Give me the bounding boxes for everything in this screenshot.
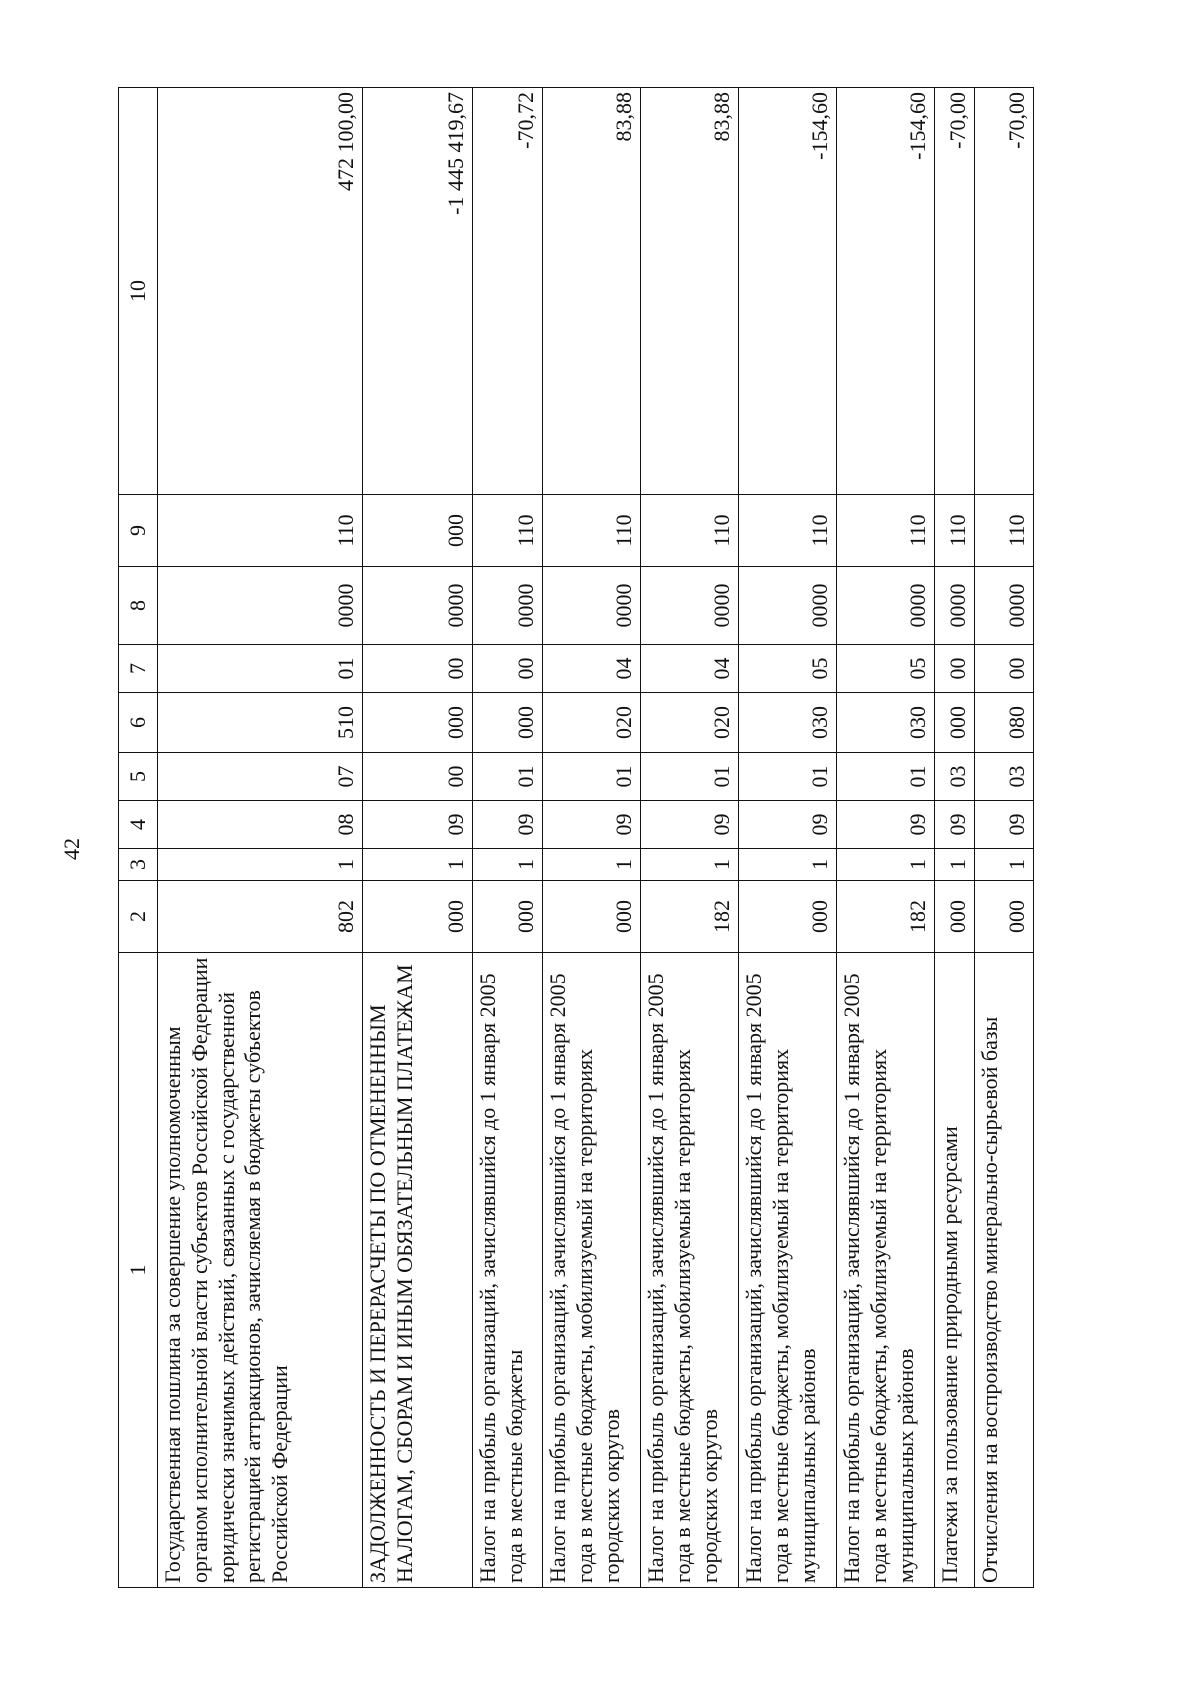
header-cell: 1 bbox=[119, 953, 158, 1588]
economic-code: 110 bbox=[543, 495, 641, 567]
budget-classification-table bbox=[118, 87, 1034, 1588]
amount: -154,60 bbox=[739, 88, 837, 495]
group-code: 1 bbox=[363, 849, 473, 881]
header-cell: 3 bbox=[119, 849, 158, 881]
subarticle-code: 080 bbox=[975, 693, 1034, 753]
income-name: Налог на прибыль организаций, зачислявшийся до 1 января 2005 года в местные бюджеты, мобилизуемый на территориях муниципальных районов bbox=[837, 953, 935, 1588]
article-code: 07 bbox=[158, 753, 363, 801]
program-code: 0000 bbox=[935, 567, 975, 645]
group-code: 1 bbox=[641, 849, 739, 881]
element-code: 01 bbox=[158, 645, 363, 693]
article-code: 03 bbox=[935, 753, 975, 801]
group-code: 1 bbox=[837, 849, 935, 881]
article-code: 01 bbox=[641, 753, 739, 801]
program-code: 0000 bbox=[363, 567, 473, 645]
amount: 83,88 bbox=[543, 88, 641, 495]
subarticle-code: 000 bbox=[363, 693, 473, 753]
program-code: 0000 bbox=[543, 567, 641, 645]
amount: 83,88 bbox=[641, 88, 739, 495]
amount: -70,00 bbox=[935, 88, 975, 495]
income-name: Налог на прибыль организаций, зачислявшийся до 1 января 2005 года в местные бюджеты, мобилизуемый на территориях муниципальных районов bbox=[739, 953, 837, 1588]
program-code: 0000 bbox=[975, 567, 1034, 645]
program-code: 0000 bbox=[641, 567, 739, 645]
table-row bbox=[473, 88, 543, 1588]
table-row bbox=[975, 88, 1034, 1588]
subarticle-code: 030 bbox=[739, 693, 837, 753]
header-cell: 10 bbox=[119, 88, 158, 495]
group-code: 1 bbox=[935, 849, 975, 881]
element-code: 04 bbox=[543, 645, 641, 693]
subgroup-code: 09 bbox=[363, 801, 473, 849]
subgroup-code: 09 bbox=[543, 801, 641, 849]
economic-code: 110 bbox=[975, 495, 1034, 567]
header-cell: 5 bbox=[119, 753, 158, 801]
table-row bbox=[363, 88, 473, 1588]
admin-code: 000 bbox=[739, 881, 837, 953]
group-code: 1 bbox=[739, 849, 837, 881]
program-code: 0000 bbox=[739, 567, 837, 645]
program-code: 0000 bbox=[158, 567, 363, 645]
article-code: 00 bbox=[363, 753, 473, 801]
subarticle-code: 030 bbox=[837, 693, 935, 753]
income-name: ЗАДОЛЖЕННОСТЬ И ПЕРЕРАСЧЕТЫ ПО ОТМЕНЕННЫМ НАЛОГАМ, СБОРАМ И ИНЫМ ОБЯЗАТЕЛЬНЫМ ПЛАТЕЖАМ bbox=[363, 953, 473, 1588]
admin-code: 182 bbox=[837, 881, 935, 953]
group-code: 1 bbox=[158, 849, 363, 881]
admin-code: 000 bbox=[363, 881, 473, 953]
element-code: 00 bbox=[473, 645, 543, 693]
element-code: 05 bbox=[837, 645, 935, 693]
amount: 472 100,00 bbox=[158, 88, 363, 495]
article-code: 01 bbox=[543, 753, 641, 801]
element-code: 05 bbox=[739, 645, 837, 693]
admin-code: 182 bbox=[641, 881, 739, 953]
table-row bbox=[641, 88, 739, 1588]
header-cell: 7 bbox=[119, 645, 158, 693]
admin-code: 000 bbox=[543, 881, 641, 953]
subgroup-code: 08 bbox=[158, 801, 363, 849]
subarticle-code: 000 bbox=[935, 693, 975, 753]
economic-code: 110 bbox=[837, 495, 935, 567]
header-cell: 9 bbox=[119, 495, 158, 567]
subgroup-code: 09 bbox=[641, 801, 739, 849]
subarticle-code: 020 bbox=[543, 693, 641, 753]
article-code: 01 bbox=[837, 753, 935, 801]
economic-code: 110 bbox=[158, 495, 363, 567]
element-code: 00 bbox=[935, 645, 975, 693]
subarticle-code: 000 bbox=[473, 693, 543, 753]
admin-code: 802 bbox=[158, 881, 363, 953]
subgroup-code: 09 bbox=[935, 801, 975, 849]
subarticle-code: 020 bbox=[641, 693, 739, 753]
page-number: 42 bbox=[59, 838, 84, 860]
subgroup-code: 09 bbox=[837, 801, 935, 849]
header-cell: 4 bbox=[119, 801, 158, 849]
header-row bbox=[119, 88, 158, 1588]
table-row bbox=[837, 88, 935, 1588]
economic-code: 110 bbox=[935, 495, 975, 567]
header-cell: 2 bbox=[119, 881, 158, 953]
subarticle-code: 510 bbox=[158, 693, 363, 753]
element-code: 00 bbox=[975, 645, 1034, 693]
admin-code: 000 bbox=[473, 881, 543, 953]
admin-code: 000 bbox=[975, 881, 1034, 953]
economic-code: 000 bbox=[363, 495, 473, 567]
amount: -1 445 419,67 bbox=[363, 88, 473, 495]
article-code: 01 bbox=[739, 753, 837, 801]
economic-code: 110 bbox=[641, 495, 739, 567]
group-code: 1 bbox=[975, 849, 1034, 881]
table-row bbox=[935, 88, 975, 1588]
economic-code: 110 bbox=[473, 495, 543, 567]
table-row bbox=[543, 88, 641, 1588]
subgroup-code: 09 bbox=[473, 801, 543, 849]
amount: -70,00 bbox=[975, 88, 1034, 495]
income-name: Платежи за пользование природными ресурсами bbox=[935, 953, 975, 1588]
program-code: 0000 bbox=[473, 567, 543, 645]
article-code: 03 bbox=[975, 753, 1034, 801]
subgroup-code: 09 bbox=[975, 801, 1034, 849]
element-code: 04 bbox=[641, 645, 739, 693]
income-name: Налог на прибыль организаций, зачислявшийся до 1 января 2005 года в местные бюджеты bbox=[473, 953, 543, 1588]
article-code: 01 bbox=[473, 753, 543, 801]
budget-table-rotated bbox=[118, 88, 1028, 1588]
amount: -154,60 bbox=[837, 88, 935, 495]
group-code: 1 bbox=[543, 849, 641, 881]
income-name: Государственная пошлина за совершение уполномоченным органом исполнительной власти субъектов Российской Федерации юридически значимых действий, связанных с государственной регистрацией аттракционов, зачисляемая в бюджеты субъектов Российской Федерации bbox=[158, 953, 363, 1588]
economic-code: 110 bbox=[739, 495, 837, 567]
table-row bbox=[158, 88, 363, 1588]
admin-code: 000 bbox=[935, 881, 975, 953]
program-code: 0000 bbox=[837, 567, 935, 645]
income-name: Отчисления на воспроизводство минерально-сырьевой базы bbox=[975, 953, 1034, 1588]
income-name: Налог на прибыль организаций, зачислявшийся до 1 января 2005 года в местные бюджеты, мобилизуемый на территориях городских округов bbox=[641, 953, 739, 1588]
element-code: 00 bbox=[363, 645, 473, 693]
group-code: 1 bbox=[473, 849, 543, 881]
header-cell: 8 bbox=[119, 567, 158, 645]
header-cell: 6 bbox=[119, 693, 158, 753]
income-name: Налог на прибыль организаций, зачислявшийся до 1 января 2005 года в местные бюджеты, мобилизуемый на территориях городских округов bbox=[543, 953, 641, 1588]
subgroup-code: 09 bbox=[739, 801, 837, 849]
amount: -70,72 bbox=[473, 88, 543, 495]
table-row bbox=[739, 88, 837, 1588]
